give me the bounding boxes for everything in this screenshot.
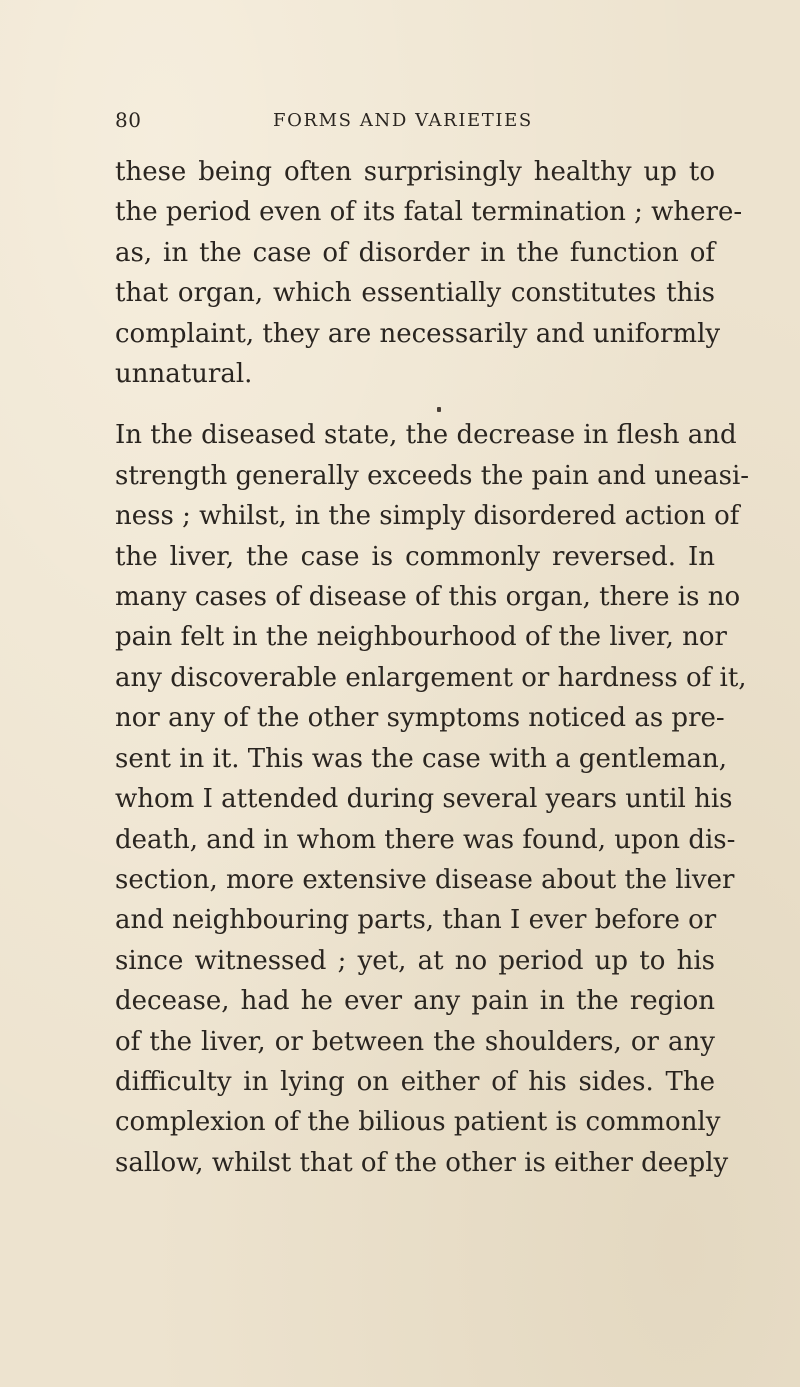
- page-header: [115, 108, 670, 138]
- text-line: sallow, whilst that of the other is either deeply: [115, 1147, 729, 1178]
- text-line: In the diseased state, the decrease in flesh and: [115, 420, 737, 451]
- text-line: the liver, the case is commonly reversed. In: [115, 541, 715, 572]
- paragraph-1: [115, 152, 743, 394]
- page-number: 80: [115, 108, 142, 132]
- text-line: as, in the case of disorder in the function of: [115, 237, 715, 268]
- text-line: whom I attended during several years until his: [115, 784, 733, 815]
- text-line: strength generally exceeds the pain and uneasi-: [115, 460, 750, 491]
- text-line: nor any of the other symptoms noticed as pre-: [115, 703, 725, 734]
- text-line: and neighbouring parts, than I ever before or: [115, 905, 717, 936]
- text-line: decease, had he ever any pain in the region: [115, 986, 715, 1017]
- text-line: of the liver, or between the shoulders, or any: [115, 1026, 715, 1057]
- text-line: section, more extensive disease about the liver: [115, 864, 735, 895]
- text-line: ness ; whilst, in the simply disordered action of: [115, 501, 740, 532]
- text-line: that organ, which essentially constitutes this: [115, 278, 715, 309]
- text-line: any discoverable enlargement or hardness of it,: [115, 662, 747, 693]
- running-title: FORMS AND VARIETIES: [273, 110, 533, 131]
- paragraph-2: [115, 415, 750, 1183]
- text-line: death, and in whom there was found, upon dis-: [115, 824, 736, 855]
- text-line: since witnessed ; yet, at no period up to his: [115, 945, 715, 976]
- body-text: [115, 152, 750, 1183]
- text-line: pain felt in the neighbourhood of the liver, nor: [115, 622, 727, 653]
- text-line: unnatural.: [115, 359, 253, 390]
- text-line: the period even of its fatal termination ; where-: [115, 197, 743, 228]
- text-line: many cases of disease of this organ, there is no: [115, 582, 741, 613]
- text-line: difficulty in lying on either of his sides. The: [115, 1066, 715, 1097]
- text-line: sent in it. This was the case with a gentleman,: [115, 743, 727, 774]
- text-line: complexion of the bilious patient is commonly: [115, 1107, 721, 1138]
- text-line: these being often surprisingly healthy up to: [115, 157, 715, 187]
- text-line: complaint, they are necessarily and uniformly: [115, 318, 721, 349]
